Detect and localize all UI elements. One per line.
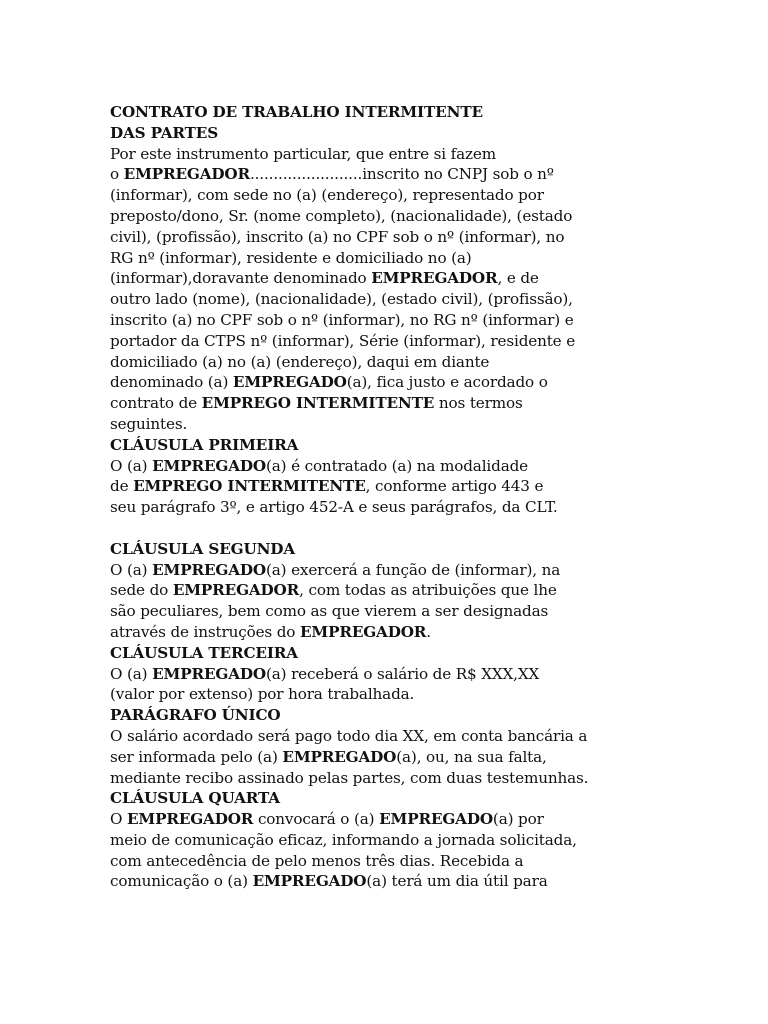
text-run: preposto/dono, Sr. (nome completo), (nacionalidade), (estado: [110, 206, 573, 225]
text-run: seu parágrafo 3º, e artigo 452-A e seus parágrafos, da CLT.: [110, 498, 558, 517]
text-line: [110, 622, 658, 643]
clause-2-text: [110, 560, 658, 643]
bold-term: EMPREGADO: [152, 664, 266, 683]
clause-2-heading: CLÁUSULA SEGUNDA: [110, 539, 295, 558]
contract-document: [110, 102, 658, 892]
text-line: [110, 830, 658, 851]
parties-heading: DAS PARTES: [110, 123, 219, 142]
text-line: [110, 768, 658, 789]
text-run: inscrito (a) no CPF sob o nº (informar), no RG nº (informar) e: [110, 310, 574, 329]
text-run: portador da CTPS nº (informar), Série (informar), residente e: [110, 331, 576, 350]
text-run: através de instruções do: [110, 622, 300, 641]
bold-term: EMPREGO INTERMITENTE: [201, 394, 435, 413]
text-run: ser informada pelo (a): [110, 747, 283, 766]
text-line: [110, 871, 658, 892]
text-line: [110, 414, 658, 435]
text-run: outro lado (nome), (nacionalidade), (estado civil), (profissão),: [110, 290, 573, 309]
text-run: O (a): [110, 560, 153, 579]
text-line: [110, 248, 658, 269]
blank-line: [110, 518, 658, 539]
text-run: Por este instrumento particular, que entre si fazem: [110, 144, 496, 163]
text-run: (a) por: [492, 810, 544, 829]
bold-term: EMPREGADO: [152, 456, 266, 475]
bold-term: EMPREGO INTERMITENTE: [133, 477, 366, 496]
text-line: [110, 684, 658, 705]
text-run: comunicação o (a): [110, 872, 253, 891]
bold-term: EMPREGADOR: [299, 622, 427, 641]
text-run: (a) exercerá a função de (informar), na: [265, 560, 561, 579]
text-line: [110, 206, 658, 227]
text-line: [110, 268, 658, 289]
parties-paragraph: [110, 144, 658, 435]
text-run: (a), ou, na sua falta,: [396, 747, 547, 766]
bold-term: EMPREGADOR: [123, 165, 250, 184]
text-run: domiciliado (a) no (a) (endereço), daqui em diante: [110, 352, 490, 371]
text-line: [110, 372, 658, 393]
text-run: (informar),doravante denominado: [110, 269, 372, 288]
text-run: de: [110, 477, 134, 496]
text-line: [110, 809, 658, 830]
text-run: (a) terá um dia útil para: [366, 872, 548, 891]
text-run: (a), fica justo e acordado o: [346, 373, 548, 392]
text-line: [110, 310, 658, 331]
text-line: [110, 144, 658, 165]
text-run: são peculiares, bem como as que vierem a ser designadas: [110, 602, 549, 621]
sole-paragraph-text: [110, 726, 658, 788]
bold-term: EMPREGADOR: [371, 269, 498, 288]
text-line: [110, 747, 658, 768]
text-run: , conforme artigo 443 e: [365, 477, 544, 496]
bold-term: EMPREGADO: [232, 373, 347, 392]
text-run: (informar), com sede no (a) (endereço), representado por: [110, 186, 544, 205]
text-run: contrato de: [110, 394, 202, 413]
text-run: meio de comunicação eficaz, informando a jornada solicitada,: [110, 830, 577, 849]
text-run: O (a): [110, 456, 153, 475]
text-run: sede do: [110, 581, 173, 600]
text-line: [110, 289, 658, 310]
text-run: , com todas as atribuições que lhe: [299, 581, 557, 600]
text-line: [110, 456, 658, 477]
bold-term: EMPREGADOR: [172, 581, 300, 600]
clause-3-text: [110, 664, 658, 706]
text-line: [110, 497, 658, 518]
document-title: CONTRATO DE TRABALHO INTERMITENTE: [110, 103, 483, 121]
text-line: [110, 476, 658, 497]
text-line: [110, 726, 658, 747]
text-line: [110, 580, 658, 601]
text-run: civil), (profissão), inscrito (a) no CPF sob o nº (informar), no: [110, 227, 565, 246]
text-run: seguintes.: [110, 414, 188, 433]
text-line: [110, 352, 658, 373]
text-run: nos termos: [434, 394, 523, 413]
bold-term: EMPREGADO: [282, 747, 397, 766]
clause-1-text: [110, 456, 658, 518]
text-run: convocará o (a): [253, 810, 380, 829]
bold-term: EMPREGADOR: [126, 810, 254, 829]
clause-1-heading: CLÁUSULA PRIMEIRA: [110, 435, 299, 454]
text-line: [110, 601, 658, 622]
text-line: [110, 664, 658, 685]
sole-paragraph-heading: PARÁGRAFO ÚNICO: [110, 706, 281, 725]
text-run: ........................inscrito no CNPJ sob o nº: [249, 165, 554, 184]
bold-term: EMPREGADO: [152, 560, 266, 579]
text-line: [110, 331, 658, 352]
text-line: [110, 164, 658, 185]
text-run: o: [110, 165, 124, 184]
text-run: com antecedência de pelo menos três dias. Recebida a: [110, 851, 524, 870]
text-run: O: [110, 810, 127, 829]
text-run: O salário acordado será pago todo dia XX, em conta bancária a: [110, 726, 588, 745]
bold-term: EMPREGADO: [379, 810, 493, 829]
bold-term: EMPREGADO: [252, 872, 367, 891]
text-run: RG nº (informar), residente e domiciliado no (a): [110, 248, 472, 267]
text-line: [110, 185, 658, 206]
clause-3-heading: CLÁUSULA TERCEIRA: [110, 643, 298, 662]
clause-4-text: [110, 809, 658, 892]
text-run: denominado (a): [110, 373, 233, 392]
text-run: , e de: [497, 269, 539, 288]
text-run: .: [426, 622, 431, 641]
text-line: [110, 393, 658, 414]
text-run: (a) receberá o salário de R$ XXX,XX: [265, 664, 540, 683]
text-run: (valor por extenso) por hora trabalhada.: [110, 685, 415, 704]
clause-4-heading: CLÁUSULA QUARTA: [110, 789, 280, 808]
text-run: O (a): [110, 664, 153, 683]
text-run: mediante recibo assinado pelas partes, com duas testemunhas.: [110, 768, 589, 787]
text-line: [110, 851, 658, 872]
text-line: [110, 560, 658, 581]
text-run: (a) é contratado (a) na modalidade: [265, 456, 529, 475]
text-line: [110, 227, 658, 248]
